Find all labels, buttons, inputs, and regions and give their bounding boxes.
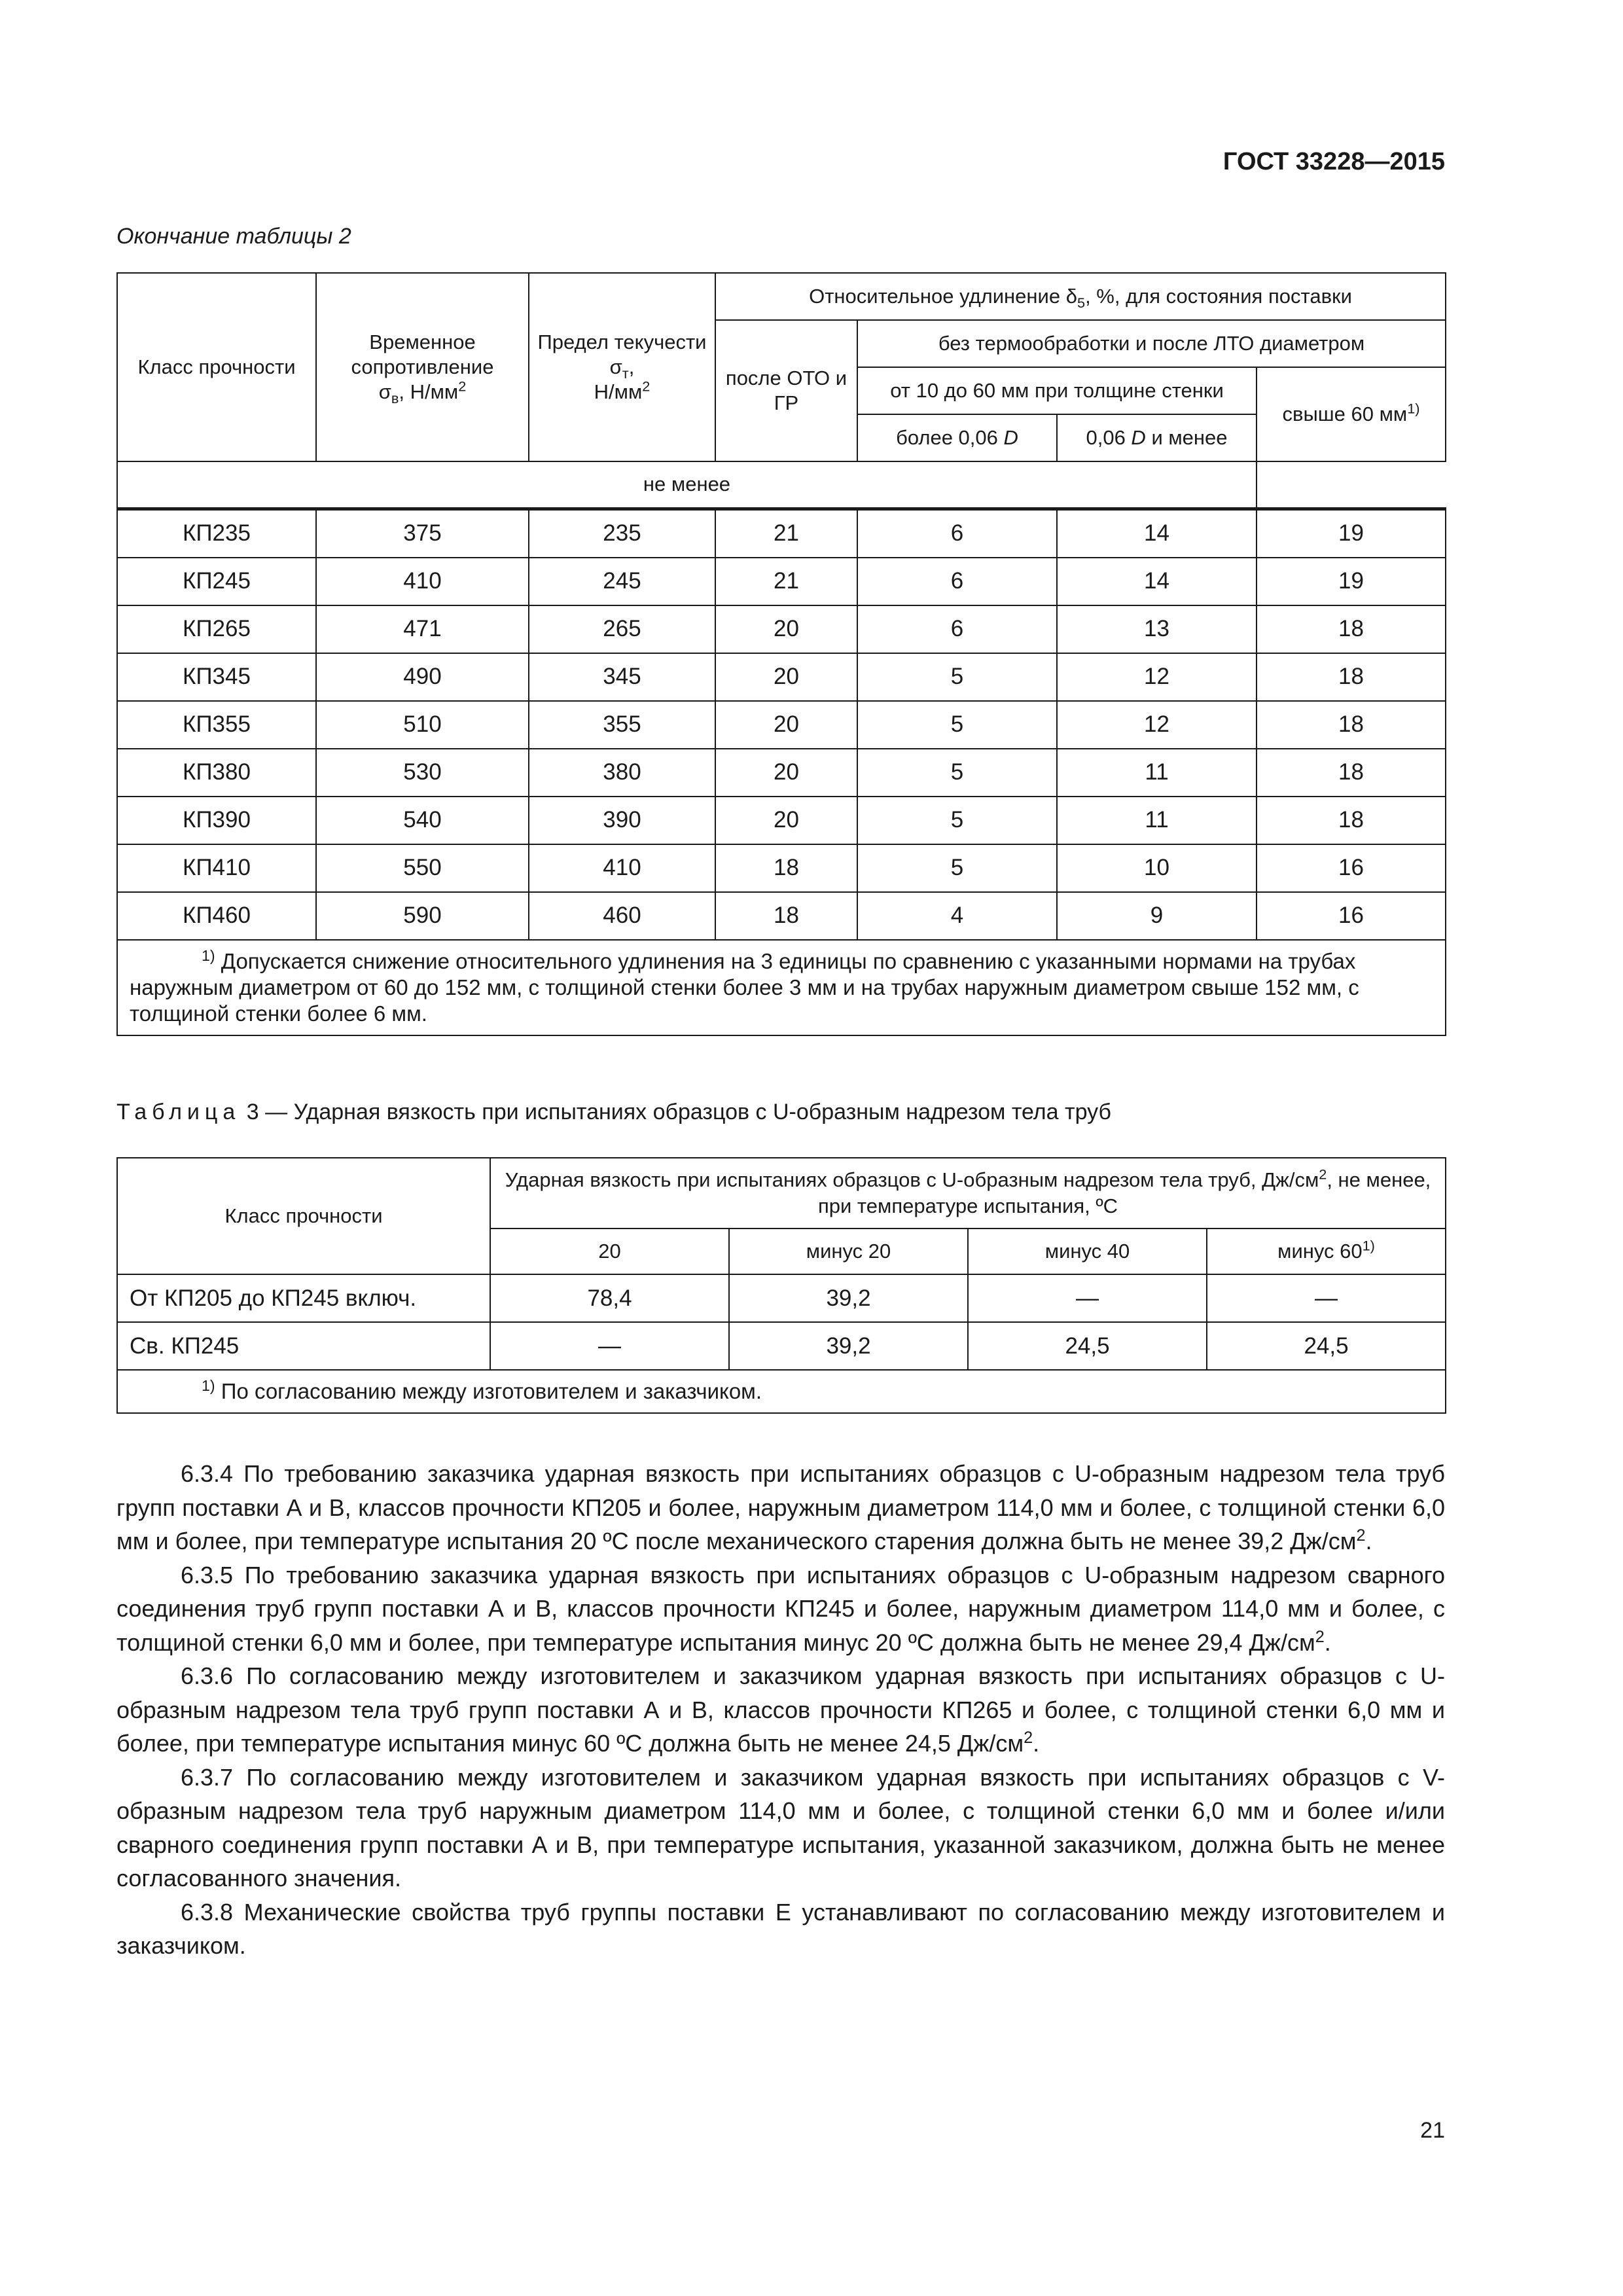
paragraph-6-3-4: 6.3.4 По требованию заказчика ударная вязкость при испытаниях образцов с U-образным надрезом тела труб групп поставки А и В, классов прочности КП205 и более, наружным диаметром 114,0 мм и более, с толщиной стенки 6,0 мм и более, при температуре испытания 20 ºС после механического старения должна быть не менее 39,2 $Дж/см^2$.: [116, 1460, 1445, 1554]
table-row: КП460 590 460 18 4 9 16: [117, 892, 1446, 940]
table-2-continuation-caption: Окончание таблицы 2: [116, 224, 351, 249]
header-diameter-range: от 10 до 60 мм при толщине стенки: [857, 367, 1257, 414]
header-temp-20: 20: [490, 1229, 729, 1274]
header-temp-minus-60: минус 60$^{1)}$: [1207, 1229, 1446, 1274]
header-strength-class: Класс прочности: [117, 273, 316, 461]
table-row: КП245 410 245 21 6 14 19: [117, 558, 1446, 605]
header-after-heat-treatment: после ОТО и ГР: [715, 320, 857, 461]
table-row: КП355 510 355 20 5 12 18: [117, 701, 1446, 749]
document-code: ГОСТ 33228—2015: [1222, 148, 1445, 175]
table-row: КП390 540 390 20 5 11 18: [117, 797, 1446, 844]
header-yield-strength: Предел текучести $\sigma_т$, $Н/мм^2$: [529, 273, 715, 461]
table-row: КП265 471 265 20 6 13 18: [117, 605, 1446, 653]
header-above-60mm: свыше 60 $мм^{1)}$: [1257, 367, 1446, 461]
table-row: КП380 530 380 20 5 11 18: [117, 749, 1446, 797]
table-row: КП345 490 345 20 5 12 18: [117, 653, 1446, 701]
impact-strength-table: [116, 1157, 1446, 1414]
page-number: 21: [1420, 2118, 1445, 2143]
header-wall-more: более 0,06 D: [857, 414, 1057, 461]
header-not-less: не менее: [117, 461, 1257, 509]
header-wall-less: 0,06 D и менее: [1057, 414, 1257, 461]
table-row: Св. КП245 — 39,2 24,5 24,5: [117, 1322, 1446, 1370]
header-temp-minus-40: минус 40: [968, 1229, 1207, 1274]
table-3-caption: Таблица 3 — Ударная вязкость при испытаниях образцов с U-образным надрезом тела труб: [116, 1100, 1111, 1124]
header-tensile-strength: Временное сопротивление $\sigma_в$, $Н/мм^2$: [316, 273, 529, 461]
header-temp-minus-20: минус 20: [729, 1229, 968, 1274]
header-strength-class: Класс прочности: [117, 1158, 490, 1274]
paragraph-6-3-5: 6.3.5 По требованию заказчика ударная вязкость при испытаниях образцов с U-образным надрезом сварного соединения труб групп поставки А и В, классов прочности КП245 и более, наружным диаметром 114,0 мм и более, с толщиной стенки 6,0 мм и более, при температуре испытания минус 20 ºС должна быть не менее 29,4 $Дж/см^2$.: [116, 1561, 1445, 1656]
header-impact-strength: Ударная вязкость при испытаниях образцов с U-образным надрезом тела труб, $Дж/см^2$, не менее, при температуре испытания, ºС: [490, 1158, 1446, 1229]
table-3-footnote: $^{1)}$ По согласованию между изготовителем и заказчиком.: [117, 1370, 1446, 1413]
table-row: КП410 550 410 18 5 10 16: [117, 844, 1446, 892]
header-relative-elongation: Относительное удлинение $\delta_5$, %, для состояния поставки: [715, 273, 1446, 320]
table-row: КП235 375 235 21 6 14 19: [117, 509, 1446, 558]
paragraph-6-3-7: 6.3.7 По согласованию между изготовителем и заказчиком ударная вязкость при испытаниях образцов с V-образным надрезом тела труб наружным диаметром 114,0 мм и более, с толщиной стенки 6,0 мм и более и/или сварного соединения групп поставки А и В, при температуре испытания, указанной заказчиком, должна быть не менее согласованного значения.: [116, 1763, 1445, 1892]
paragraph-6-3-8: 6.3.8 Механические свойства труб группы поставки Е устанавливают по согласованию между изготовителем и заказчиком.: [116, 1898, 1445, 1959]
paragraph-6-3-6: 6.3.6 По согласованию между изготовителем и заказчиком ударная вязкость при испытаниях образцов с U-образным надрезом тела труб групп поставки А и В, классов прочности КП265 и более, с толщиной стенки 6,0 мм и более, при температуре испытания минус 60 ºС должна быть не менее 24,5 $Дж/см^2$.: [116, 1662, 1445, 1757]
header-no-heat-treatment: без термообработки и после ЛТО диаметром: [857, 320, 1446, 367]
mechanical-properties-table: [116, 272, 1446, 1036]
body-text: [116, 1457, 1445, 1963]
table-row: От КП205 до КП245 включ. 78,4 39,2 — —: [117, 1274, 1446, 1322]
table-2-footnote: $^{1)}$ Допускается снижение относительного удлинения на 3 единицы по сравнению с указанными нормами на трубах наружным диаметром от 60 до 152 мм, с толщиной стенки более 3 мм и на трубах наружным диаметром свыше 152 мм, с толщиной стенки более 6 мм.: [117, 940, 1446, 1035]
